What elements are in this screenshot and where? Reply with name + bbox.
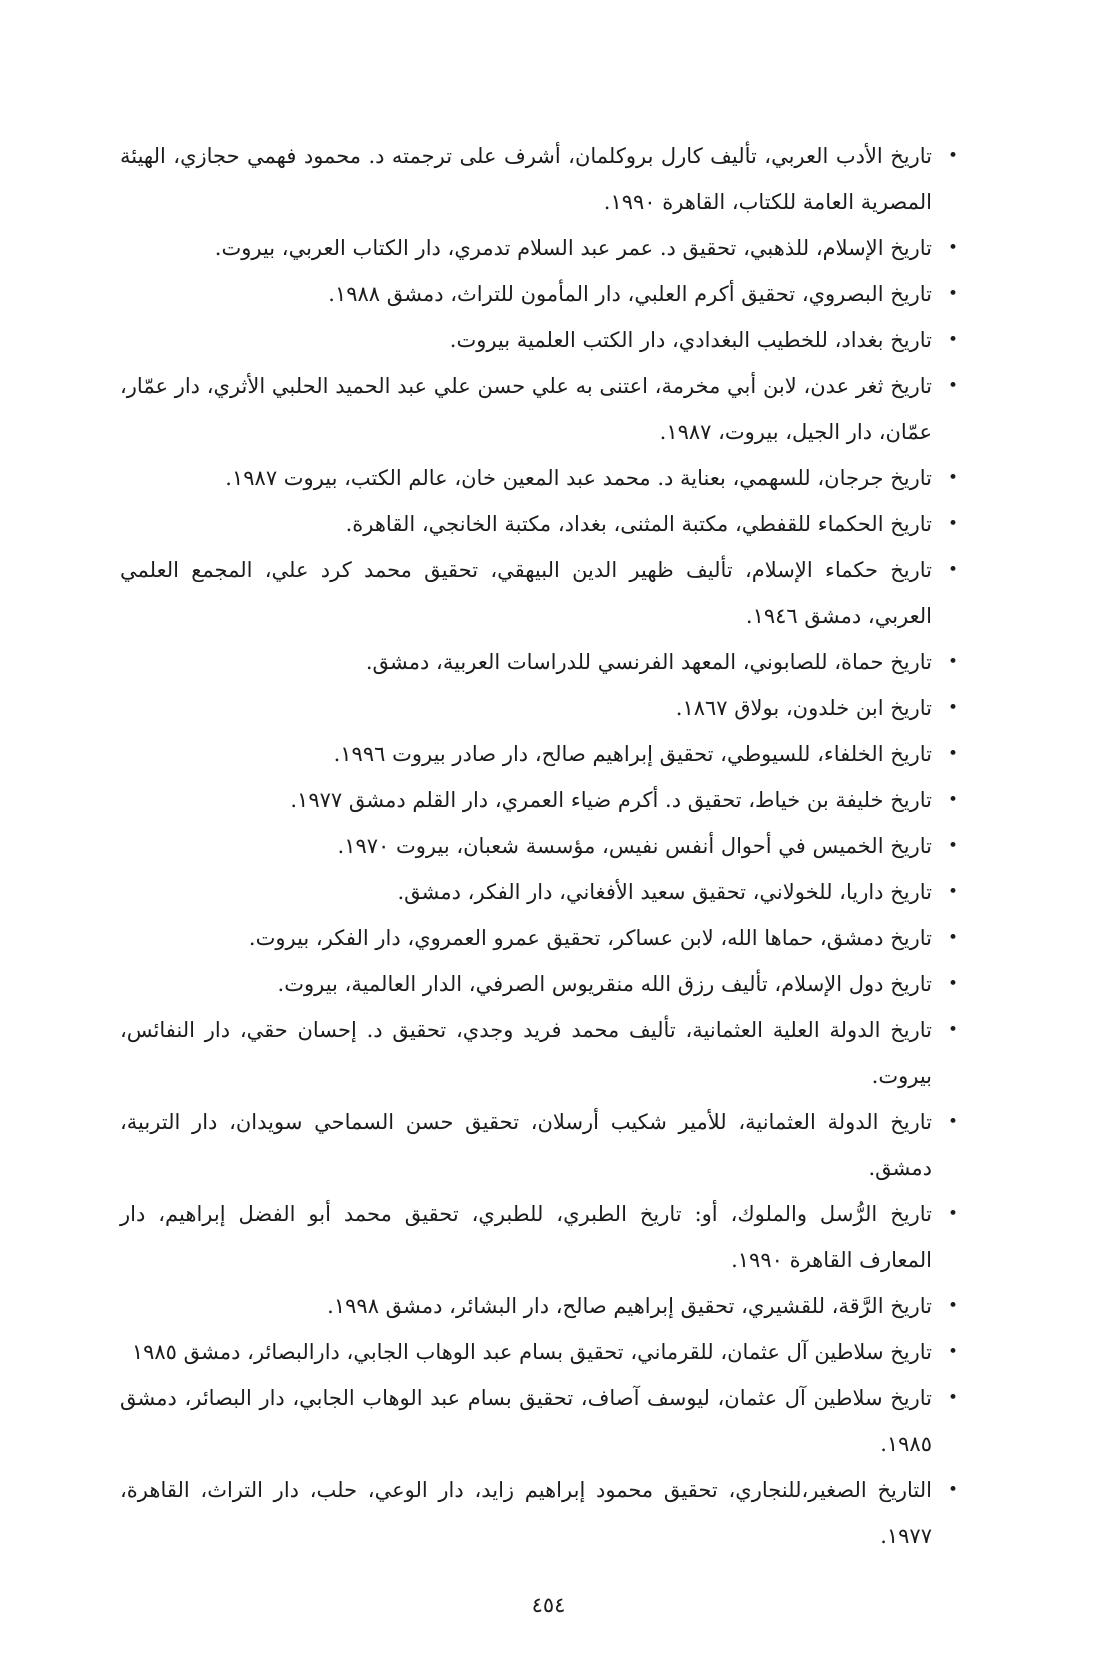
entry-text: تاريخ الخلفاء، للسيوطي، تحقيق إبراهيم صالح، دار صادر بيروت ١٩٩٦. — [333, 742, 932, 766]
entry-text: تاريخ خليفة بن خياط، تحقيق د. أكرم ضياء العمري، دار القلم دمشق ١٩٧٧. — [290, 788, 932, 812]
bullet-icon: • — [947, 882, 958, 902]
bullet-icon: • — [947, 560, 958, 580]
bibliography-entry — [120, 869, 958, 915]
bibliography-entry — [120, 639, 958, 685]
entry-text: تاريخ الأدب العربي، تأليف كارل بروكلمان، أشرف على ترجمته د. محمود فهمي حجازي، الهيئة المصرية العامة للكتاب، القاهرة ١٩٩٠. — [120, 144, 933, 214]
bullet-icon: • — [947, 974, 958, 994]
bullet-icon: • — [947, 1296, 958, 1316]
bullet-icon: • — [947, 1020, 958, 1040]
bullet-icon: • — [947, 1112, 958, 1132]
bibliography-entry — [120, 271, 958, 317]
entry-text: تاريخ ثغر عدن، لابن أبي مخرمة، اعتنى به علي حسن علي عبد الحميد الحلبي الأثري، دار عمّار، عمّان، دار الجيل، بيروت، ١٩٨٧. — [120, 374, 932, 444]
bibliography-entry — [120, 455, 958, 501]
entry-text: تاريخ سلاطين آل عثمان، ليوسف آصاف، تحقيق بسام عبد الوهاب الجابي، دار البصائر، دمشق ١٩٨٥. — [120, 1386, 932, 1456]
entry-text: تاريخ الإسلام، للذهبي، تحقيق د. عمر عبد السلام تدمري، دار الكتاب العربي، بيروت. — [214, 236, 932, 260]
bullet-icon: • — [947, 790, 958, 810]
entry-text: تاريخ البصروي، تحقيق أكرم العلبي، دار المأمون للتراث، دمشق ١٩٨٨. — [328, 282, 932, 306]
bullet-icon: • — [947, 1480, 958, 1500]
bibliography-entry — [120, 317, 958, 363]
entry-text: تاريخ داريا، للخولاني، تحقيق سعيد الأفغاني، دار الفكر، دمشق. — [397, 880, 932, 904]
bullet-icon: • — [947, 284, 958, 304]
bullet-icon: • — [947, 928, 958, 948]
entry-text: تاريخ الدولة العثمانية، للأمير شكيب أرسلان، تحقيق حسن السماحي سويدان، دار التربية، دمشق. — [120, 1110, 932, 1180]
entry-text: تاريخ حكماء الإسلام، تأليف ظهير الدين البيهقي، تحقيق محمد كرد علي، المجمع العلمي العربي، دمشق ١٩٤٦. — [120, 558, 932, 628]
entry-text: تاريخ بغداد، للخطيب البغدادي، دار الكتب العلمية بيروت. — [449, 328, 932, 352]
bullet-icon: • — [947, 836, 958, 856]
bibliography-entry — [120, 1099, 958, 1191]
entry-text: تاريخ جرجان، للسهمي، بعناية د. محمد عبد المعين خان، عالم الكتب، بيروت ١٩٨٧. — [225, 466, 932, 490]
bullet-icon: • — [947, 146, 958, 166]
bullet-icon: • — [947, 1204, 958, 1224]
entry-text: تاريخ دمشق، حماها الله، لابن عساكر، تحقيق عمرو العمروي، دار الفكر، بيروت. — [248, 926, 932, 950]
bibliography-entry — [120, 961, 958, 1007]
bibliography-entry — [120, 133, 958, 225]
entry-text: تاريخ ابن خلدون، بولاق ١٨٦٧. — [675, 696, 932, 720]
bibliography-entry — [120, 363, 958, 455]
bullet-icon: • — [947, 376, 958, 396]
bibliography-entry — [120, 547, 958, 639]
bibliography-entry — [120, 731, 958, 777]
entry-text: تاريخ الخميس في أحوال أنفس نفيس، مؤسسة شعبان، بيروت ١٩٧٠. — [337, 834, 932, 858]
bibliography-entry — [120, 1283, 958, 1329]
bullet-icon: • — [947, 468, 958, 488]
bibliography-entry — [120, 685, 958, 731]
bullet-icon: • — [947, 652, 958, 672]
entry-text: تاريخ الرُّسل والملوك، أو: تاريخ الطبري، للطبري، تحقيق محمد أبو الفضل إبراهيم، دار المعارف القاهرة ١٩٩٠. — [120, 1202, 932, 1272]
entry-text: تاريخ الرَّقة، للقشيري، تحقيق إبراهيم صالح، دار البشائر، دمشق ١٩٩٨. — [327, 1294, 932, 1318]
entry-text: تاريخ دول الإسلام، تأليف رزق الله منقريوس الصرفي، الدار العالمية، بيروت. — [277, 972, 932, 996]
entry-text: تاريخ سلاطين آل عثمان، للقرماني، تحقيق بسام عبد الوهاب الجابي، دارالبصائر، دمشق ١٩٨٥ — [131, 1340, 932, 1364]
bullet-icon: • — [947, 1388, 958, 1408]
page-number: ٤٥٤ — [531, 1593, 566, 1617]
bibliography-entry — [120, 823, 958, 869]
bibliography-entry — [120, 777, 958, 823]
entry-text: تاريخ الحكماء للقفطي، مكتبة المثنى، بغداد، مكتبة الخانجي، القاهرة. — [345, 512, 932, 536]
entry-text: التاريخ الصغير،للنجاري، تحقيق محمود إبراهيم زايد، دار الوعي، حلب، دار التراث، القاهرة، ١٩٧٧. — [120, 1478, 932, 1548]
bullet-icon: • — [947, 698, 958, 718]
bullet-icon: • — [947, 330, 958, 350]
bibliography-entry — [120, 501, 958, 547]
bullet-icon: • — [947, 238, 958, 258]
bibliography-entry — [120, 1375, 958, 1467]
bullet-icon: • — [947, 744, 958, 764]
bibliography-entry — [120, 1007, 958, 1099]
bibliography-entry — [120, 1329, 958, 1375]
bibliography-entry — [120, 915, 958, 961]
bibliography-list — [120, 133, 958, 1559]
entry-text: تاريخ الدولة العلية العثمانية، تأليف محمد فريد وجدي، تحقيق د. إحسان حقي، دار النفائس، بيروت. — [120, 1018, 932, 1088]
entry-text: تاريخ حماة، للصابوني، المعهد الفرنسي للدراسات العربية، دمشق. — [365, 650, 932, 674]
bibliography-entry — [120, 225, 958, 271]
bullet-icon: • — [947, 1342, 958, 1362]
bullet-icon: • — [947, 514, 958, 534]
bibliography-entry — [120, 1191, 958, 1283]
bibliography-entry — [120, 1467, 958, 1559]
